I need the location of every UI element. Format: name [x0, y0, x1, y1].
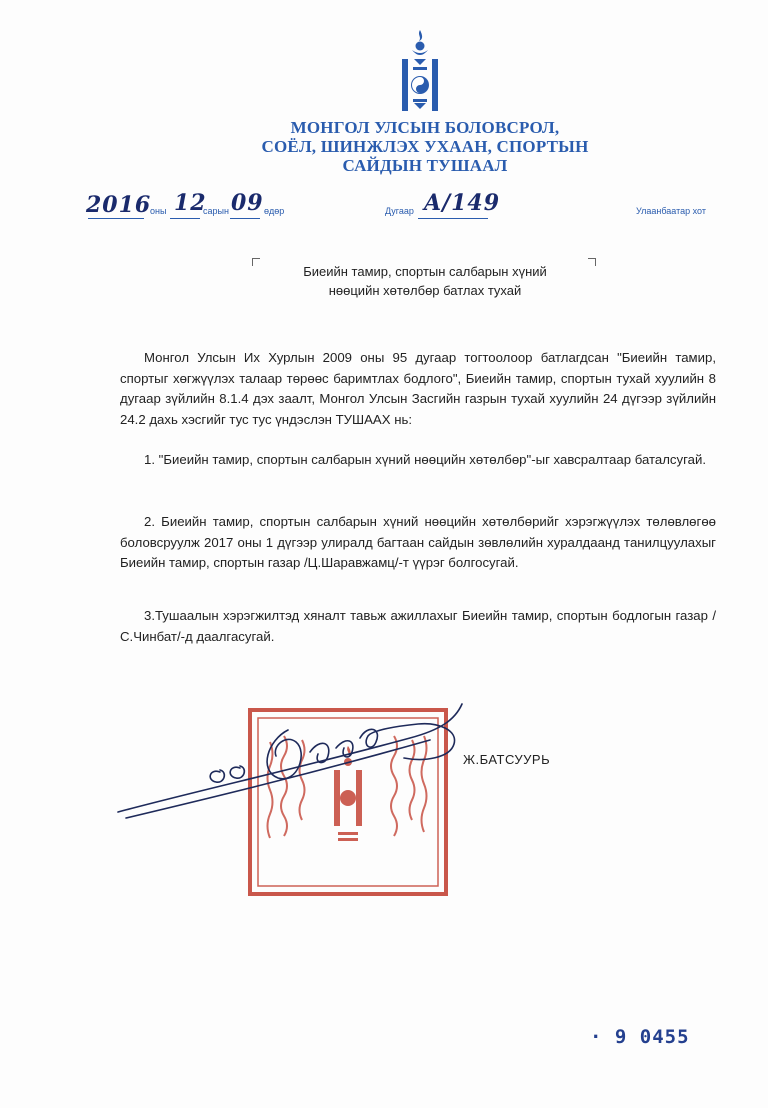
date-month: 12 — [174, 190, 207, 216]
date-day: 09 — [231, 190, 264, 216]
soyombo-emblem-icon — [398, 28, 442, 114]
city: Улаанбаатар хот — [636, 206, 706, 216]
date-year-suffix: оны — [150, 206, 167, 216]
order-item-2-text: 2. Биеийн тамир, спортын салбарын хүний нөөцийн хөтөлбөрийг хэрэгжүүлэх төлөвлөгөө боловсруулж 2017 оны 1 дүгээр улиралд багтаан сайдын зөвлөлийн хуралдаанд танилцуулахыг Биеийн тамир, спортын газар /Ц.Шаравжамц/-т үүрэг болгосугай. — [120, 514, 716, 570]
subject-title — [270, 262, 580, 300]
order-item-1-text: 1. "Биеийн тамир, спортын салбарын хүний нөөцийн хөтөлбөр"-ыг хавсралтаар баталсугай. — [144, 452, 706, 467]
subject-line-1: Биеийн тамир, спортын салбарын хүний — [303, 264, 547, 279]
date-year: 2016 — [86, 192, 152, 218]
document-serial-number: · 9 0455 — [590, 1026, 690, 1048]
document-number: A/149 — [424, 190, 501, 216]
order-item-2 — [120, 512, 716, 574]
ministry-line-3: САЙДЫН ТУШААЛ — [342, 156, 508, 175]
date-line — [0, 192, 768, 228]
date-day-suffix: өдөр — [264, 206, 285, 216]
order-item-3-text: 3.Тушаалын хэрэгжилтэд хяналт тавьж ажиллахыг Биеийн тамир, спортын бодлогын газар /С.Чинбат/-д даалгасугай. — [120, 608, 716, 644]
order-item-3 — [120, 606, 716, 647]
signer-name: Ж.БАТСУУРЬ — [463, 752, 551, 767]
ministry-line-1: МОНГОЛ УЛСЫН БОЛОВСРОЛ, — [290, 118, 560, 137]
ministry-title — [240, 118, 610, 175]
handwritten-signature — [110, 690, 470, 830]
preamble-paragraph — [120, 348, 716, 430]
number-label: Дугаар — [385, 206, 414, 216]
date-month-suffix: сарын — [203, 206, 229, 216]
order-item-1 — [120, 450, 716, 471]
preamble-text: Монгол Улсын Их Хурлын 2009 оны 95 дугаар тогтоолоор батлагдсан "Биеийн тамир, спортыг хөгжүүлэх талаар төрөөс баримтлах бодлого", Биеийн тамир, спортын тухай хуулийн 8 дугаар зүйлийн 8.1.4 дэх заалт, Монгол Улсын Засгийн газрын тухай хуулийн 24 дүгээр зүйлийн 24.2 дахь хэсгийг тус тус үндэслэн ТУШААХ нь: — [120, 350, 716, 427]
ministry-line-2: СОЁЛ, ШИНЖЛЭХ УХААН, СПОРТЫН — [261, 137, 589, 156]
subject-corner-right — [588, 258, 596, 266]
subject-corner-left — [252, 258, 260, 266]
subject-line-2: нөөцийн хөтөлбөр батлах тухай — [328, 283, 522, 298]
